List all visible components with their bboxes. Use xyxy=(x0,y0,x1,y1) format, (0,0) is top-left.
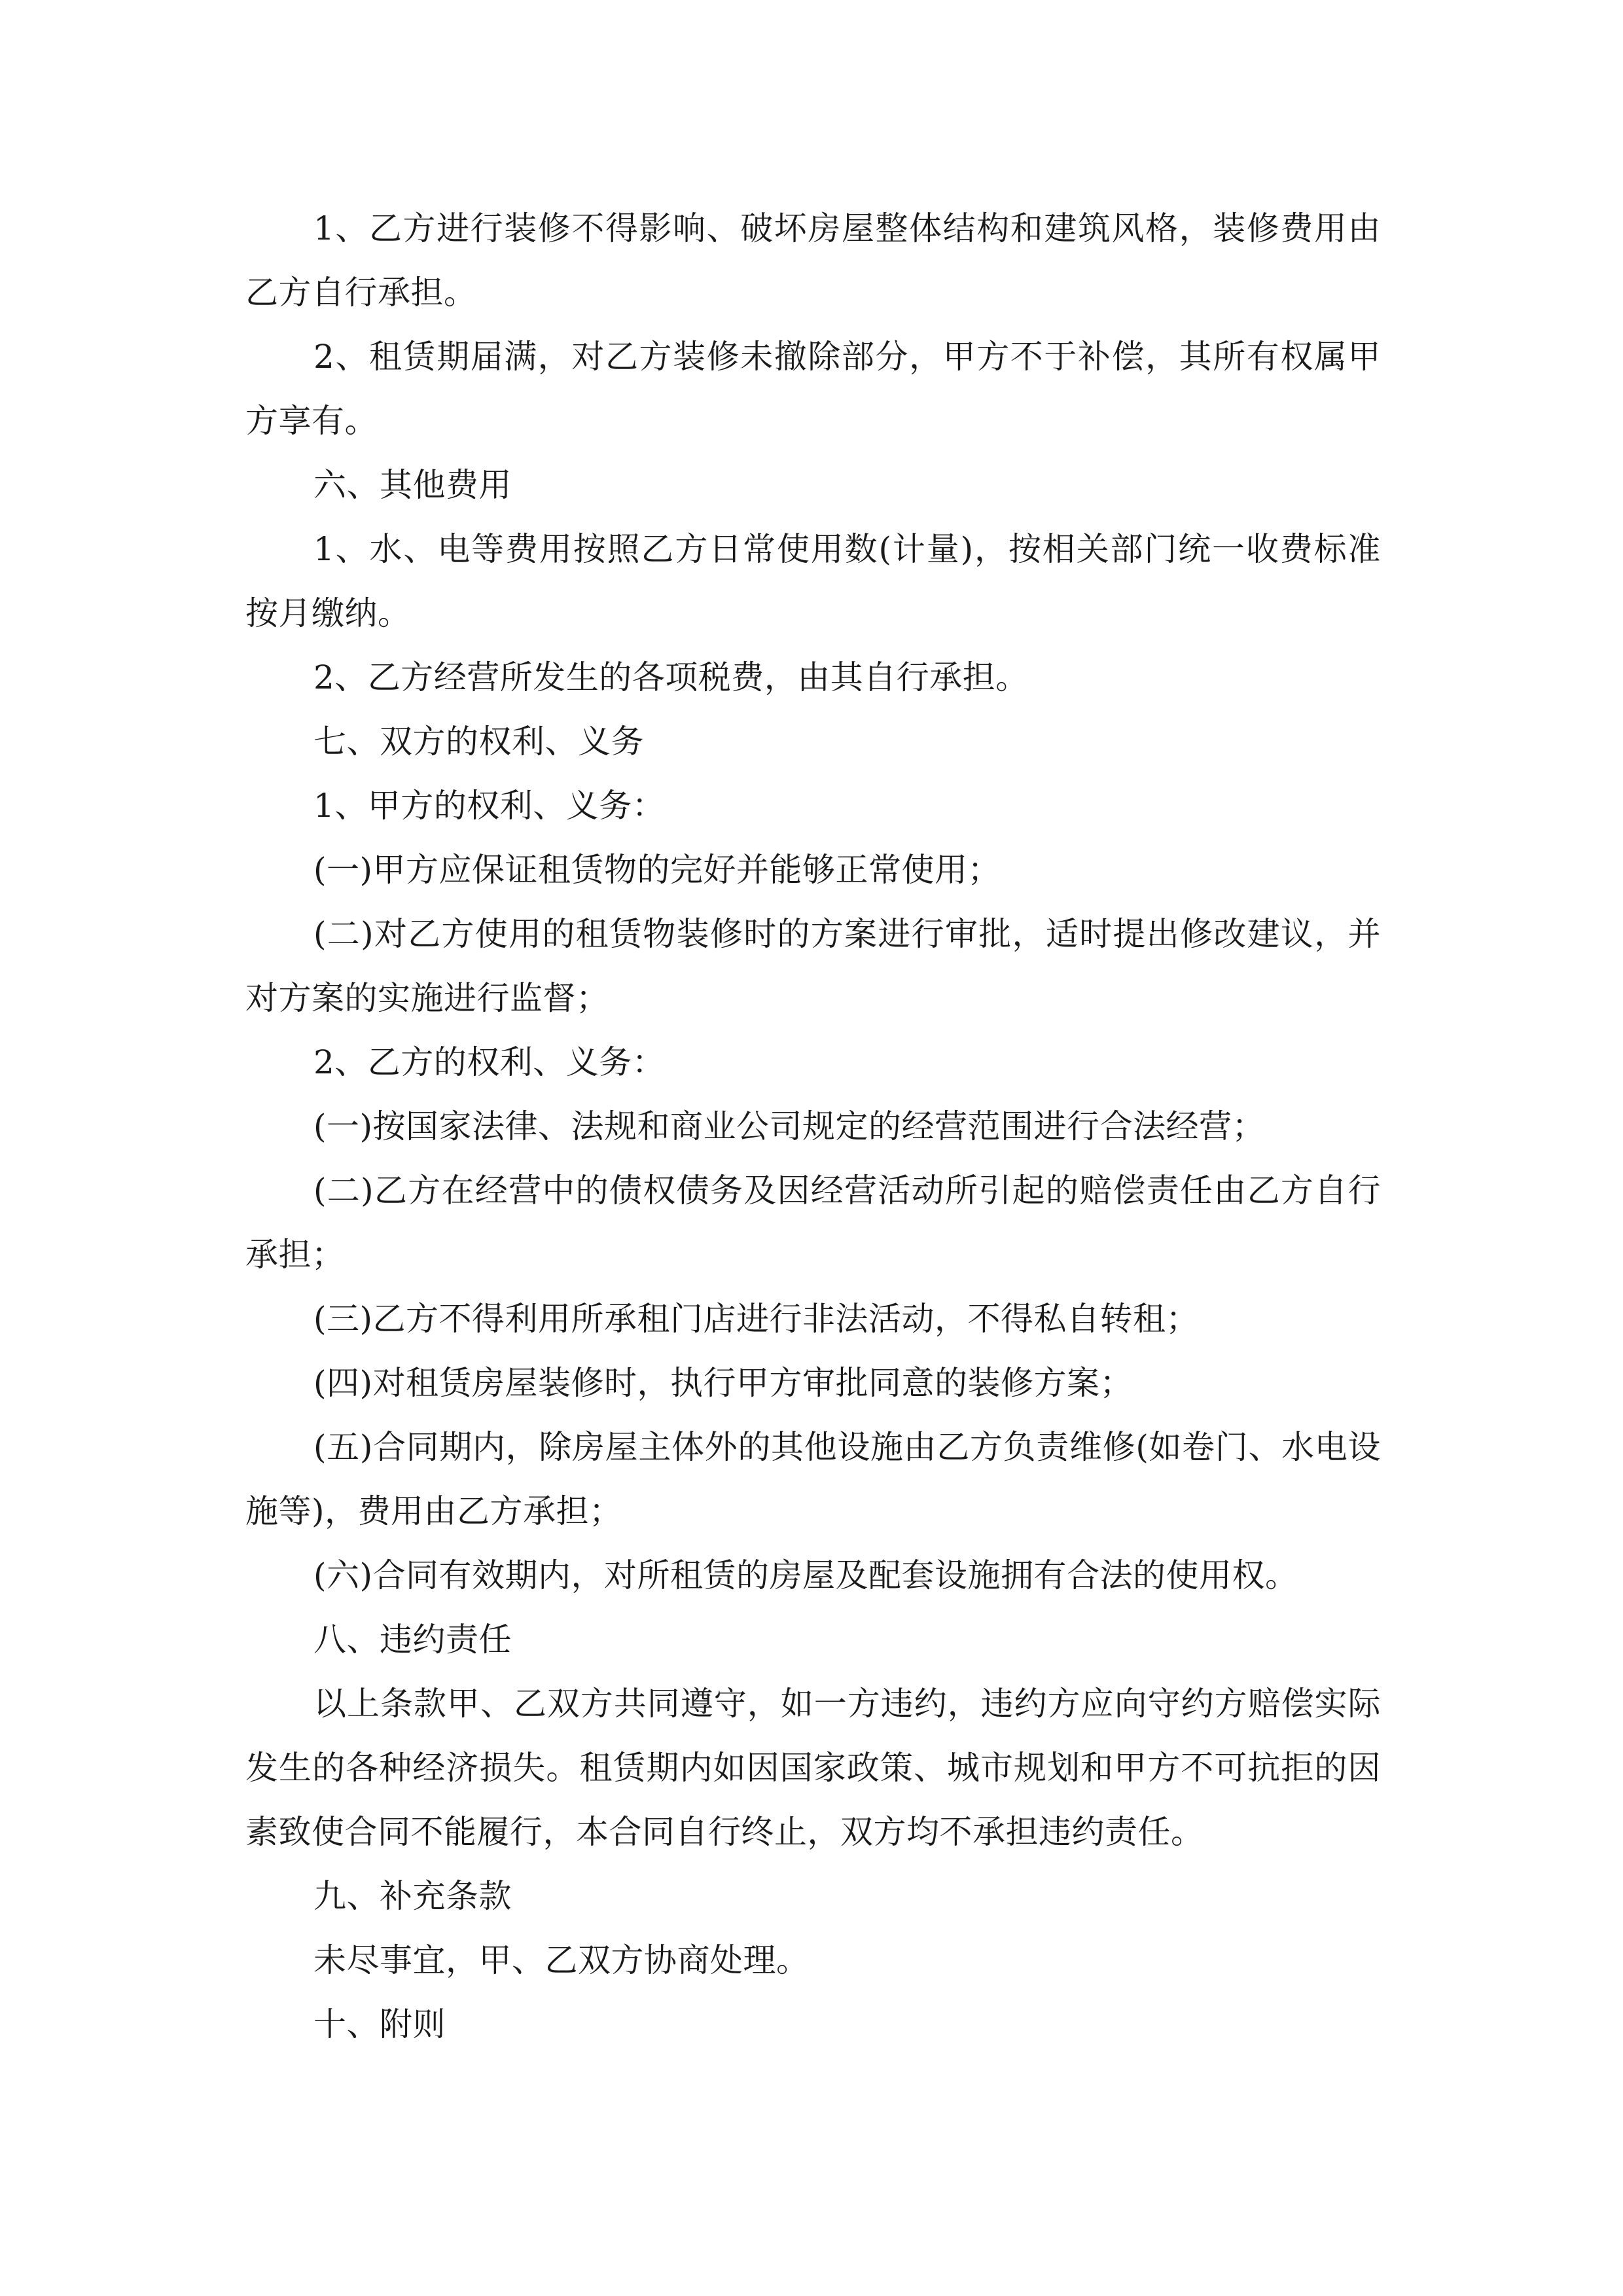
clause-item: (六)合同有效期内，对所租赁的房屋及配套设施拥有合法的使用权。 xyxy=(313,1556,1298,1594)
clause-paragraph: 1、乙方进行装修不得影响、破坏房屋整体结构和建筑风格，装修费用由乙方自行承担。 xyxy=(245,209,1381,312)
section-heading: 十、附则 xyxy=(313,2005,446,2043)
section-heading: 六、其他费用 xyxy=(313,466,512,504)
clause-item: (二)乙方在经营中的债权债务及因经营活动所引起的赔偿责任由乙方自行承担； xyxy=(245,1172,1381,1274)
clause-paragraph: 1、水、电等费用按照乙方日常使用数(计量)，按相关部门统一收费标准按月缴纳。 xyxy=(245,530,1381,632)
section-heading: 七、双方的权利、义务 xyxy=(313,723,644,761)
clause-item: (二)对乙方使用的租赁物装修时的方案进行审批，适时提出修改建议，并对方案的实施进行监督； xyxy=(245,915,1381,1017)
clause-item: (三)乙方不得利用所承租门店进行非法活动，不得私自转租； xyxy=(313,1300,1200,1338)
clause-paragraph: 2、租赁期届满，对乙方装修未撤除部分，甲方不于补偿，其所有权属甲方享有。 xyxy=(245,338,1381,440)
clause-paragraph: 未尽事宜，甲、乙双方协商处理。 xyxy=(313,1941,810,1979)
section-heading: 八、违约责任 xyxy=(313,1621,512,1659)
clause-item: (四)对租赁房屋装修时，执行甲方审批同意的装修方案； xyxy=(313,1364,1133,1402)
subsection-heading: 2、乙方的权利、义务： xyxy=(313,1043,666,1081)
section-heading: 九、补充条款 xyxy=(313,1877,512,1915)
clause-item: (一)甲方应保证租赁物的完好并能够正常使用； xyxy=(313,851,1001,889)
subsection-heading: 1、甲方的权利、义务： xyxy=(313,787,666,825)
document-body xyxy=(245,196,1381,2056)
clause-item: (五)合同期内，除房屋主体外的其他设施由乙方负责维修(如卷门、水电设施等)，费用由乙方承担； xyxy=(245,1428,1381,1530)
clause-paragraph: 2、乙方经营所发生的各项税费，由其自行承担。 xyxy=(313,658,1029,696)
clause-paragraph: 以上条款甲、乙双方共同遵守，如一方违约，违约方应向守约方赔偿实际发生的各种经济损失。租赁期内如因国家政策、城市规划和甲方不可抗拒的因素致使合同不能履行，本合同自行终止，双方均不承担违约责任。 xyxy=(245,1685,1381,1851)
clause-item: (一)按国家法律、法规和商业公司规定的经营范围进行合法经营； xyxy=(313,1107,1266,1145)
